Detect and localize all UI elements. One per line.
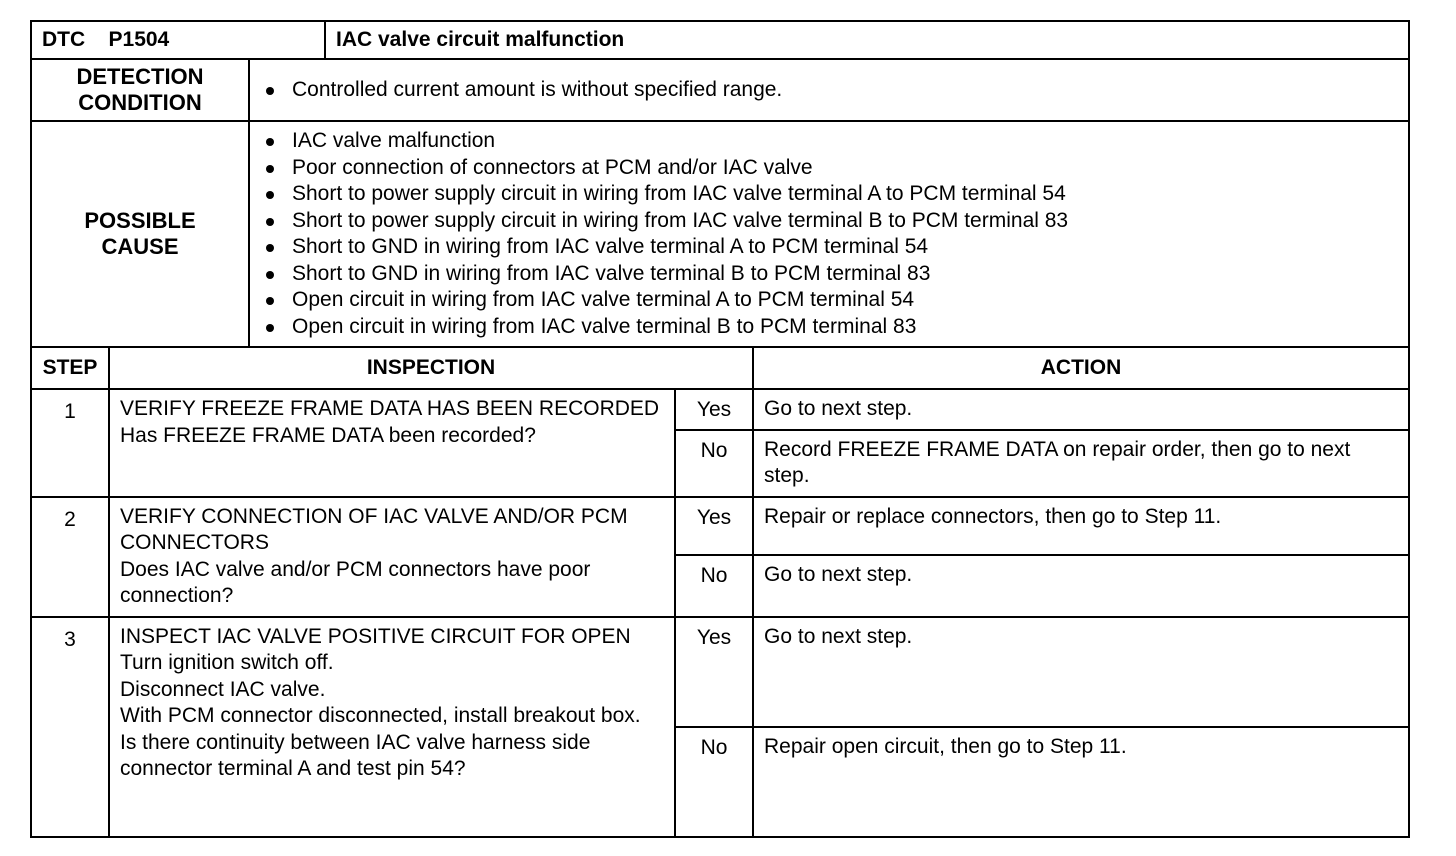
inspection-line: Disconnect IAC valve.	[120, 677, 326, 701]
inspection-line: Is there continuity between IAC valve harness side connector terminal A and test pin 54?	[120, 730, 591, 780]
step-number: 2	[31, 497, 109, 617]
list-item: Open circuit in wiring from IAC valve terminal B to PCM terminal 83	[260, 314, 1408, 341]
yes-label: Yes	[675, 617, 753, 727]
list-item: Poor connection of connectors at PCM and/or IAC valve	[260, 155, 1408, 182]
yes-action: Go to next step.	[753, 617, 1409, 727]
inspection-table	[30, 346, 1410, 838]
inspection-line: With PCM connector disconnected, install breakout box.	[120, 704, 641, 727]
yes-action: Repair or replace connectors, then go to Step 11.	[753, 497, 1409, 555]
no-label: No	[675, 555, 753, 617]
column-header-row	[31, 347, 1409, 389]
inspection-line: VERIFY CONNECTION OF IAC VALVE AND/OR PCM CONNECTORS	[120, 504, 628, 554]
dtc-header-row	[31, 21, 1409, 59]
no-action: Record FREEZE FRAME DATA on repair order, then go to next step.	[753, 430, 1409, 497]
inspection-line: Has FREEZE FRAME DATA been recorded?	[120, 423, 536, 447]
column-step: STEP	[31, 347, 109, 389]
cause-list	[250, 122, 1408, 346]
dtc-sheet	[30, 20, 1410, 838]
table-row	[31, 389, 1409, 430]
list-item: Short to power supply circuit in wiring from IAC valve terminal A to PCM terminal 54	[260, 181, 1408, 208]
detection-cell	[249, 59, 1409, 121]
yes-label: Yes	[675, 497, 753, 555]
step-inspection	[109, 497, 675, 617]
detection-row	[31, 59, 1409, 121]
yes-label: Yes	[675, 389, 753, 430]
inspection-line: INSPECT IAC VALVE POSITIVE CIRCUIT FOR OPEN	[120, 624, 631, 648]
no-action: Go to next step.	[753, 555, 1409, 617]
cause-row	[31, 121, 1409, 347]
no-label: No	[675, 430, 753, 497]
table-row	[31, 617, 1409, 727]
dtc-summary-table	[30, 20, 1410, 348]
yes-action: Go to next step.	[753, 389, 1409, 430]
list-item: IAC valve malfunction	[260, 128, 1408, 155]
inspection-line: Turn ignition switch off.	[120, 651, 334, 674]
column-inspection: INSPECTION	[109, 347, 753, 389]
step-inspection	[109, 389, 675, 497]
no-label: No	[675, 727, 753, 837]
step-number: 3	[31, 617, 109, 837]
list-item: Open circuit in wiring from IAC valve terminal A to PCM terminal 54	[260, 287, 1408, 314]
cause-cell	[249, 121, 1409, 347]
step-inspection	[109, 617, 675, 837]
detection-label: DETECTION CONDITION	[31, 59, 249, 121]
no-action: Repair open circuit, then go to Step 11.	[753, 727, 1409, 837]
step-number: 1	[31, 389, 109, 497]
table-row	[31, 497, 1409, 555]
dtc-title: IAC valve circuit malfunction	[325, 21, 1409, 59]
detection-list	[250, 71, 1408, 110]
cause-label-text: POSSIBLE CAUSE	[84, 208, 196, 259]
list-item: Controlled current amount is without specified range.	[260, 77, 1408, 104]
dtc-label: DTC	[42, 28, 86, 51]
cause-label	[31, 121, 249, 347]
dtc-code: P1504	[108, 28, 170, 51]
inspection-line: Does IAC valve and/or PCM connectors have poor connection?	[120, 557, 591, 607]
column-action: ACTION	[753, 347, 1409, 389]
dtc-code-cell	[31, 21, 325, 59]
list-item: Short to GND in wiring from IAC valve terminal B to PCM terminal 83	[260, 261, 1408, 288]
inspection-line: VERIFY FREEZE FRAME DATA HAS BEEN RECORDED	[120, 397, 660, 420]
list-item: Short to GND in wiring from IAC valve terminal A to PCM terminal 54	[260, 234, 1408, 261]
list-item: Short to power supply circuit in wiring from IAC valve terminal B to PCM terminal 83	[260, 208, 1408, 235]
